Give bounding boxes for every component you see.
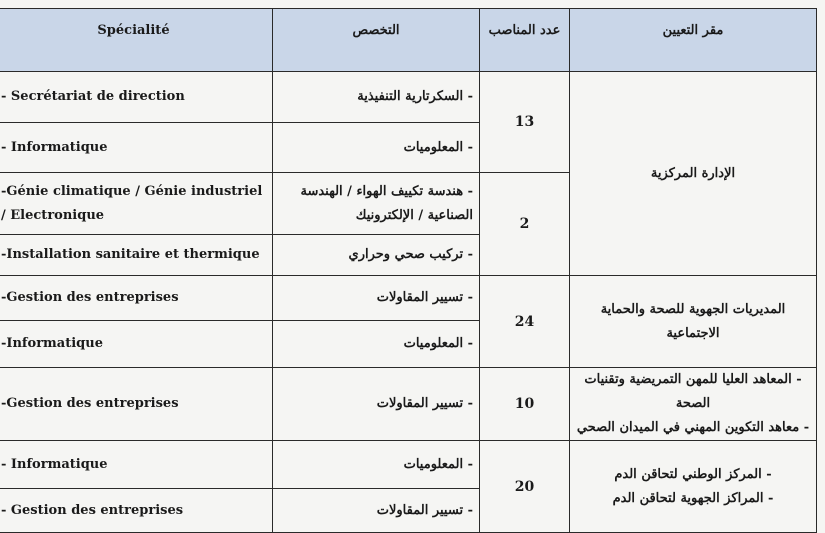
header-specialite: Spécialité xyxy=(0,9,273,72)
count-cell: 2 xyxy=(480,173,570,276)
specialite-cell: - Informatique xyxy=(0,123,273,173)
takhassus-cell: - السكرتارية التنفيذية xyxy=(273,72,480,123)
takhassus-cell: - تسيير المقاولات xyxy=(273,489,480,533)
table-row xyxy=(0,368,817,441)
specialite-cell: - Informatique xyxy=(0,441,273,489)
count-cell: 20 xyxy=(480,441,570,533)
specialite-cell: - Secrétariat de direction xyxy=(0,72,273,123)
specialite-cell: -Informatique xyxy=(0,321,273,368)
takhassus-cell: - المعلوميات xyxy=(273,441,480,489)
takhassus-cell: - تسيير المقاولات xyxy=(273,276,480,321)
header-takhassus: التخصص xyxy=(273,9,480,72)
header-place: مقر التعيين xyxy=(570,9,817,72)
place-cell xyxy=(570,368,817,441)
place-cell: الإدارة المركزية xyxy=(570,72,817,276)
specialite-cell: -Génie climatique / Génie industriel / Electronique xyxy=(0,173,273,235)
table-row xyxy=(0,72,817,123)
table-row xyxy=(0,276,817,321)
table-row xyxy=(0,441,817,489)
header-count: عدد المناصب xyxy=(480,9,570,72)
takhassus-cell: - المعلوميات xyxy=(273,123,480,173)
place-line: - المراكز الجهوية لتحاقن الدم xyxy=(612,490,774,506)
place-line: - المركز الوطني لتحاقن الدم xyxy=(614,466,772,482)
place-cell xyxy=(570,441,817,533)
takhassus-cell: - تسيير المقاولات xyxy=(273,368,480,441)
takhassus-cell: - هندسة تكييف الهواء / الهندسة الصناعية / الإلكترونيك xyxy=(273,173,480,235)
specialite-cell: -Gestion des entreprises xyxy=(0,276,273,321)
takhassus-cell: - تركيب صحي وحراري xyxy=(273,235,480,276)
specialite-cell: - Gestion des entreprises xyxy=(0,489,273,533)
count-cell: 10 xyxy=(480,368,570,441)
recruitment-table xyxy=(0,8,817,533)
place-cell: المديريات الجهوية للصحة والحماية الاجتماعية xyxy=(570,276,817,368)
place-line: - المعاهد العليا للمهن التمريضية وتقنيات الصحة xyxy=(584,372,802,411)
takhassus-cell: - المعلوميات xyxy=(273,321,480,368)
place-line: - معاهد التكوين المهني في الميدان الصحي xyxy=(576,420,810,435)
specialite-cell: -Installation sanitaire et thermique xyxy=(0,235,273,276)
specialite-cell: -Gestion des entreprises xyxy=(0,368,273,441)
count-cell: 24 xyxy=(480,276,570,368)
count-cell: 13 xyxy=(480,72,570,173)
header-row xyxy=(0,9,817,72)
